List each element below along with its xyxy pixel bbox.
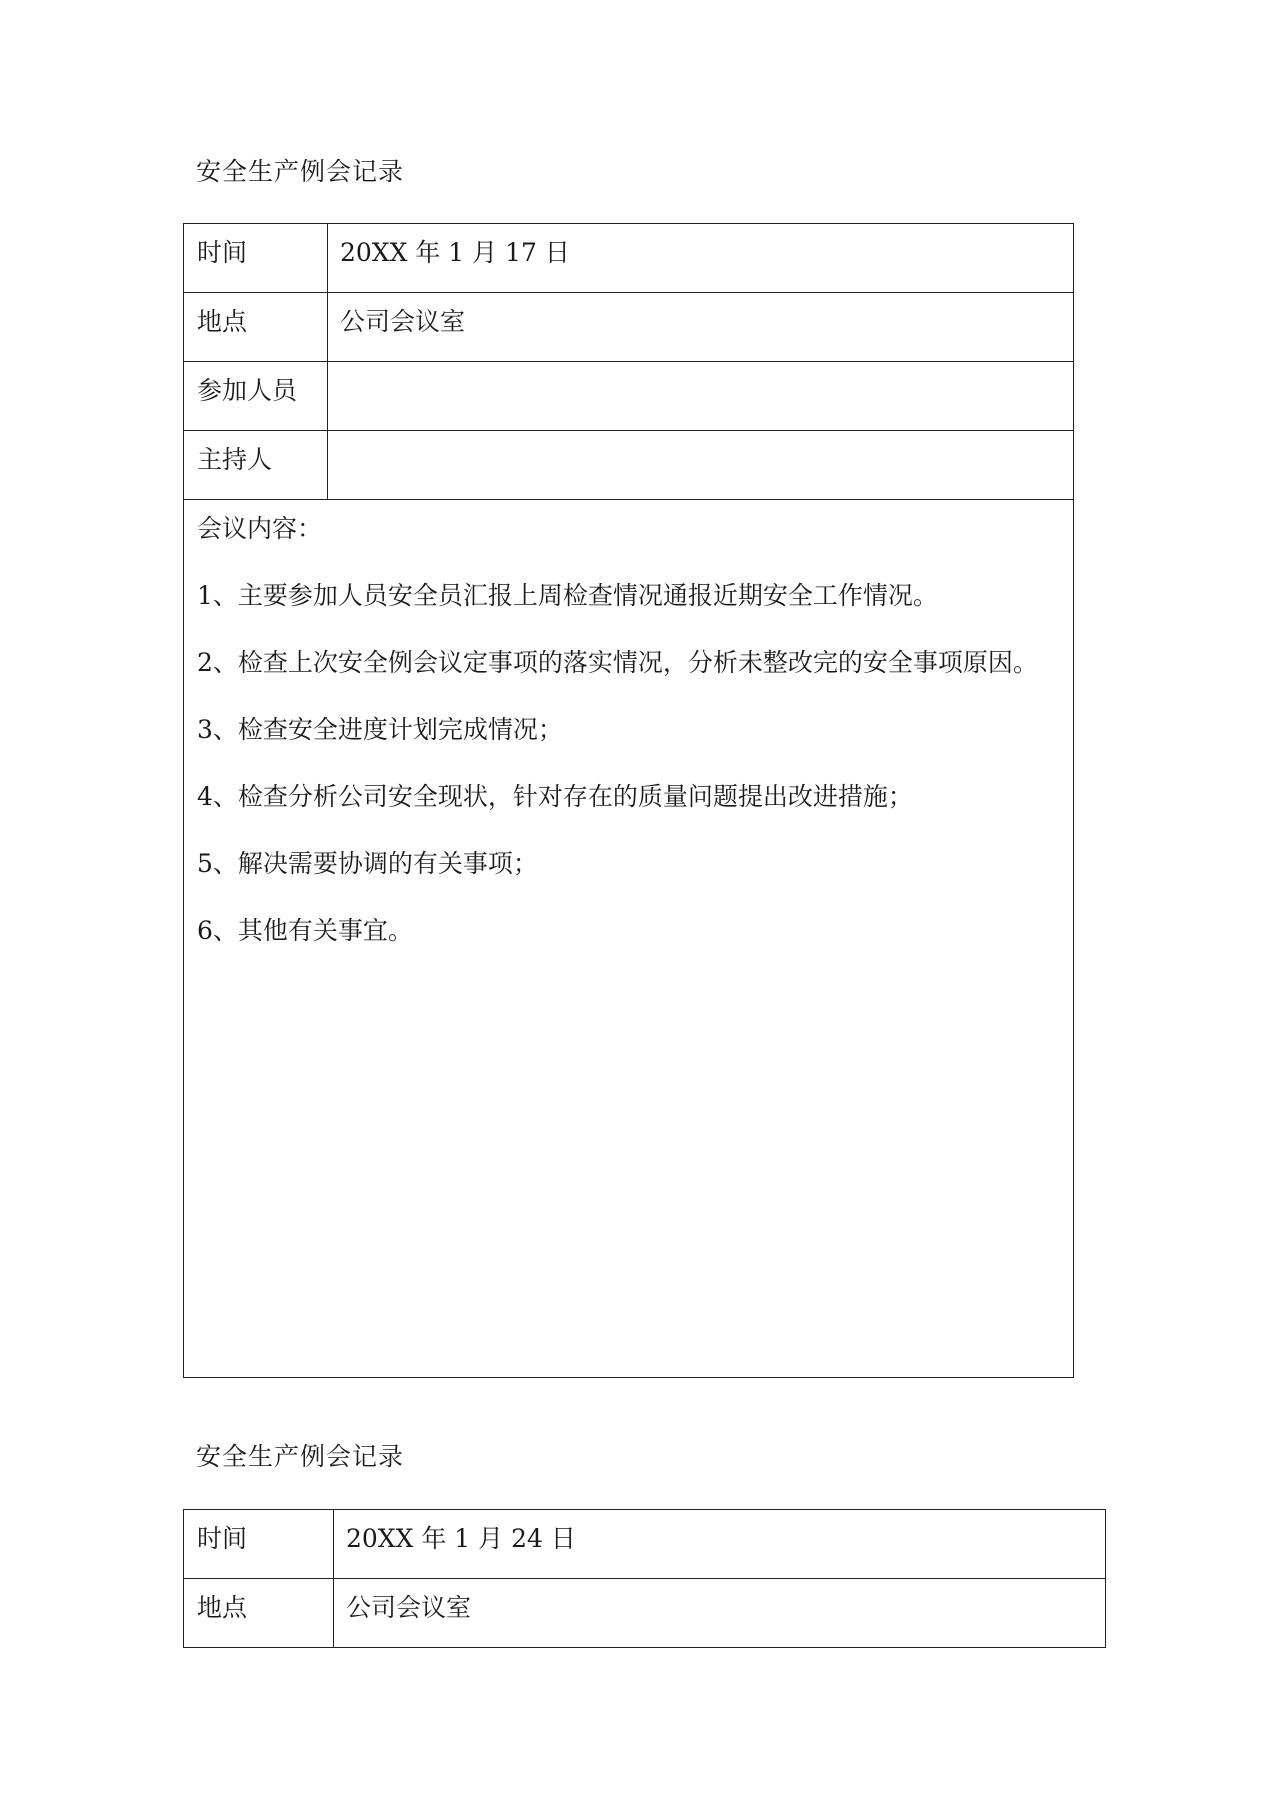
location-value: 公司会议室 <box>328 293 1074 362</box>
content-item: 1、主要参加人员安全员汇报上周检查情况通报近期安全工作情况。 <box>197 581 938 610</box>
content-item: 5、解决需要协调的有关事项； <box>197 849 538 878</box>
content-row <box>184 500 1074 1378</box>
table-row <box>184 1579 1106 1648</box>
content-heading: 会议内容： <box>197 514 323 543</box>
content-item: 3、检查安全进度计划完成情况； <box>197 715 563 744</box>
table-row <box>184 293 1074 362</box>
meeting-record-table <box>183 223 1074 1378</box>
row-label: 参加人员 <box>184 362 328 431</box>
table-row <box>184 362 1074 431</box>
content-item: 6、其他有关事宜。 <box>197 916 413 945</box>
row-label: 时间 <box>184 1510 334 1579</box>
meeting-content <box>184 500 1074 1378</box>
table-row <box>184 1510 1106 1579</box>
time-value: 20XX 年 1 月 17 日 <box>328 224 1074 293</box>
host-value <box>328 431 1074 500</box>
row-label: 主持人 <box>184 431 328 500</box>
content-item: 4、检查分析公司安全现状，针对存在的质量问题提出改进措施； <box>197 782 913 811</box>
record-title: 安全生产例会记录 <box>196 1442 405 1471</box>
table-row <box>184 431 1074 500</box>
row-label: 地点 <box>184 293 328 362</box>
row-label: 地点 <box>184 1579 334 1648</box>
attendees-value <box>328 362 1074 431</box>
time-value: 20XX 年 1 月 24 日 <box>334 1510 1106 1579</box>
table-row <box>184 224 1074 293</box>
location-value: 公司会议室 <box>334 1579 1106 1648</box>
row-label: 时间 <box>184 224 328 293</box>
content-item: 2、检查上次安全例会议定事项的落实情况，分析未整改完的安全事项原因。 <box>197 648 1038 677</box>
record-title: 安全生产例会记录 <box>196 157 405 186</box>
meeting-record-table <box>183 1509 1106 1648</box>
